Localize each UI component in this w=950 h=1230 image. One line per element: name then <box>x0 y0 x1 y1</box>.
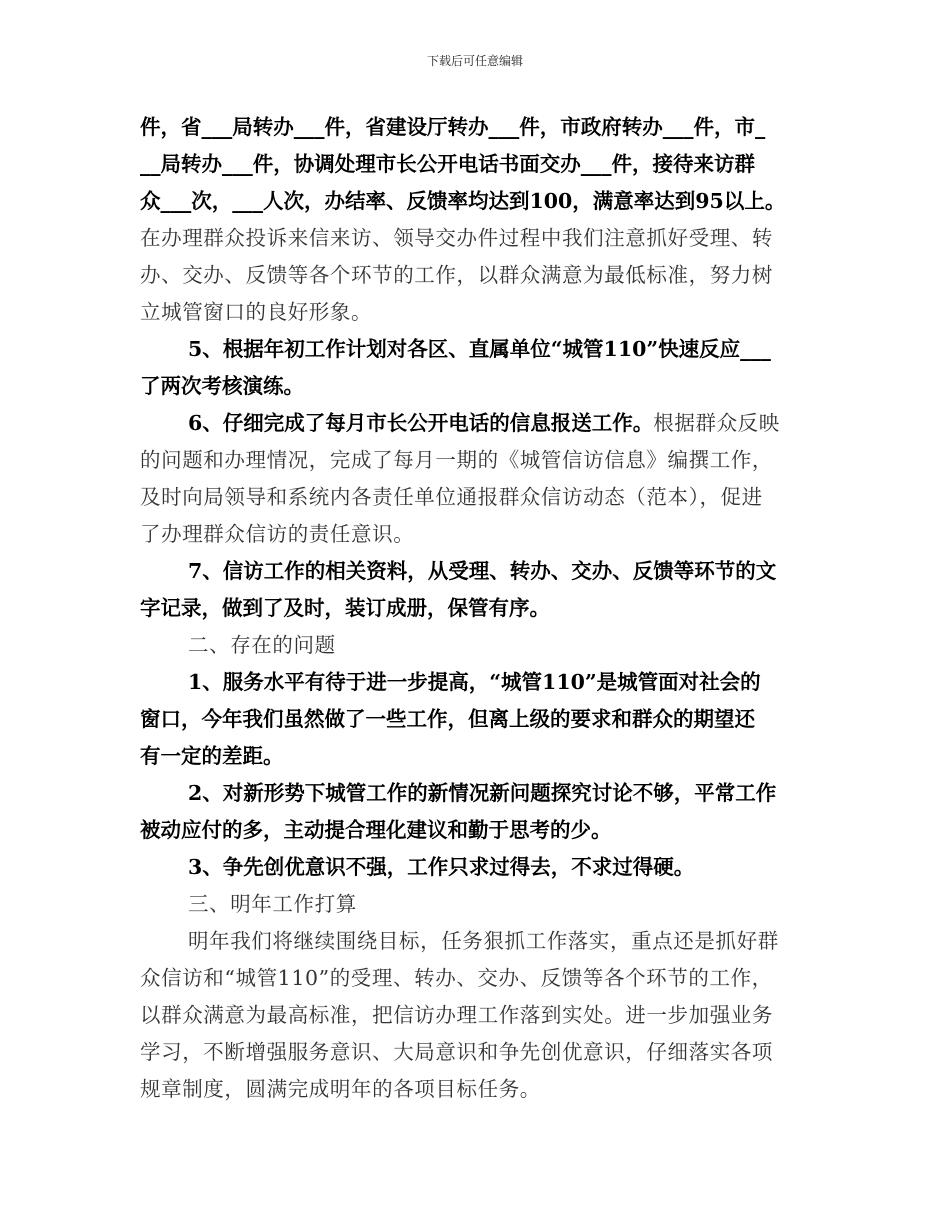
bold-text: 3、争先创优意识不强，工作只求过得去，不求过得硬。 <box>188 855 695 879</box>
bold-text: 7、信访工作的相关资料，从受理、转办、交办、反馈等环节的文 <box>188 559 777 583</box>
bold-text: 了两次考核演练。 <box>140 374 304 398</box>
regular-text: 明年我们将继续围绕目标，任务狠抓工作落实，重点还是抓好群 <box>188 929 779 953</box>
text-line <box>140 109 814 146</box>
text-line <box>140 738 814 775</box>
text-line <box>140 405 814 442</box>
regular-text: 了办理群众信访的责任意识。 <box>140 522 415 546</box>
regular-text: 在办理群众投诉来信来访、领导交办件过程中我们注意抓好受理、转 <box>140 226 773 250</box>
bold-text: 窗口，今年我们虽然做了一些工作，但离上级的要求和群众的期望还 <box>140 707 755 731</box>
bold-text: 1、服务水平有待于进一步提高，“城管110”是城管面对社会的 <box>188 670 761 694</box>
regular-text: 办、交办、反馈等各个环节的工作，以群众满意为最低标准，努力树 <box>140 263 773 287</box>
text-line <box>140 886 814 923</box>
document-body <box>140 109 814 1108</box>
text-line <box>140 331 814 368</box>
text-line <box>140 442 814 479</box>
text-line <box>140 627 814 664</box>
regular-text: 根据群众反映 <box>653 411 780 435</box>
text-line <box>140 701 814 738</box>
bold-text: 字记录，做到了及时，装订成册，保管有序。 <box>140 596 550 620</box>
text-line <box>140 923 814 960</box>
text-line <box>140 812 814 849</box>
regular-text: 三、明年工作打算 <box>188 892 357 916</box>
bold-text: 被动应付的多，主动提合理化建议和勤于思考的少。 <box>140 818 612 842</box>
regular-text: 及时向局领导和系统内各责任单位通报群众信访动态（范本），促进 <box>140 485 763 509</box>
text-line <box>140 516 814 553</box>
text-line <box>140 479 814 516</box>
regular-text: 以群众满意为最高标准，把信访办理工作落到实处。进一步加强业务 <box>140 1003 773 1027</box>
bold-text: 有一定的差距。 <box>140 744 284 768</box>
bold-text: 5、根据年初工作计划对各区、直属单位“城管110”快速反应___ <box>188 337 771 361</box>
regular-text: 的问题和办理情况，完成了每月一期的《城管信访信息》编撰工作， <box>140 448 773 472</box>
regular-text: 众信访和“城管110”的受理、转办、交办、反馈等各个环节的工作， <box>140 966 773 990</box>
text-line <box>140 849 814 886</box>
text-line <box>140 294 814 331</box>
text-line <box>140 553 814 590</box>
regular-text: 二、存在的问题 <box>188 633 336 657</box>
text-line <box>140 590 814 627</box>
text-line <box>140 257 814 294</box>
text-line <box>140 220 814 257</box>
bold-text: 2、对新形势下城管工作的新情况新问题探究讨论不够，平常工作 <box>188 781 777 805</box>
text-line <box>140 183 814 220</box>
text-line <box>140 1071 814 1108</box>
text-line <box>140 664 814 701</box>
page-header: 下载后可任意编辑 <box>426 54 523 68</box>
regular-text: 规章制度，圆满完成明年的各项目标任务。 <box>140 1077 541 1101</box>
bold-text: __局转办___件，协调处理市长公开电话书面交办___件，接待来访群 <box>140 152 755 176</box>
text-line <box>140 775 814 812</box>
regular-text: 学习，不断增强服务意识、大局意识和争先创优意识，仔细落实各项 <box>140 1040 773 1064</box>
regular-text: 立城管窗口的良好形象。 <box>140 300 373 324</box>
bold-text: 众___次，___人次，办结率、反馈率均达到100，满意率达到95以上。 <box>140 189 786 213</box>
text-line <box>140 997 814 1034</box>
text-line <box>140 1034 814 1071</box>
bold-text: 6、仔细完成了每月市长公开电话的信息报送工作。 <box>188 411 654 435</box>
text-line <box>140 146 814 183</box>
text-line <box>140 368 814 405</box>
text-line <box>140 960 814 997</box>
bold-text: 件，省___局转办___件，省建设厅转办___件，市政府转办___件，市_ <box>140 115 766 139</box>
